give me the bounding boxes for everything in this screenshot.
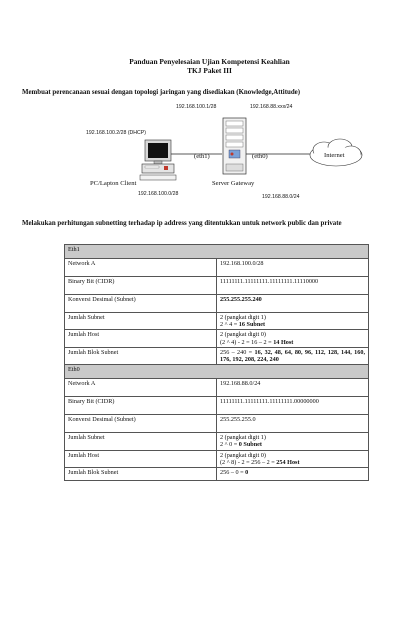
formula-result: 16, 32, 48, 64, 80, 96, 112, 128, 144, 160, 176, 192, 208, 224, 240 <box>220 348 365 364</box>
network-right: 192.168.88.0/24 <box>262 194 300 200</box>
row-label: Jumlah Host <box>65 330 217 347</box>
section-heading-topology: Membuat perencanaan sesuai dengan topologi jaringan yang disediakan (Knowledge,Attitude) <box>22 89 301 96</box>
ip-server-eth0: 192.168.88.xxx/24 <box>250 104 293 110</box>
row-label: Jumlah Blok Subnet <box>65 347 217 364</box>
label-internet: Internet <box>324 152 345 159</box>
formula-line <box>220 339 365 346</box>
formula-result: 16 Subnet <box>238 321 266 329</box>
formula-line: 2 (pangkat digit 0) <box>220 451 266 459</box>
table-row <box>65 259 369 277</box>
row-label: Binary Bit (CIDR) <box>65 277 217 295</box>
network-left: 192.168.100.0/28 <box>138 191 179 197</box>
ip-server-eth1: 192.168.100.1/28 <box>176 104 217 110</box>
table-row <box>65 415 369 433</box>
row-label: Jumlah Host <box>65 450 217 467</box>
row-value <box>217 330 369 347</box>
row-value: 255.255.255.0 <box>217 415 369 433</box>
label-server-gateway: Server Gateway <box>212 180 255 187</box>
formula-result: 254 Host <box>276 458 300 466</box>
row-label: Jumlah Subnet <box>65 313 217 330</box>
subnet-table <box>64 244 369 481</box>
table-row <box>65 277 369 295</box>
formula-line: 2 (pangkat digit 1) <box>220 434 266 442</box>
formula-line <box>220 459 365 466</box>
doc-title: Panduan Penyelesaian Ujian Kompetensi Keahlian <box>129 57 290 66</box>
row-value: 255.255.255.240 <box>217 295 369 313</box>
formula-text: (2 ^ 8) - 2 = 256 – 2 = <box>220 458 277 466</box>
table-section-eth0 <box>65 365 369 379</box>
table-row <box>65 468 369 481</box>
row-label: Binary Bit (CIDR) <box>65 397 217 415</box>
formula-text: 2 ^ 0 = <box>220 441 239 449</box>
formula-text: 256 – 240 = <box>220 348 255 356</box>
row-label: Network A <box>65 259 217 277</box>
formula-line <box>220 321 365 328</box>
row-value: 11111111.11111111.11111111.11110000 <box>217 277 369 295</box>
row-value <box>217 347 369 364</box>
formula-text: 256 – 0 = <box>220 469 246 477</box>
table-row <box>65 330 369 347</box>
formula-line: 2 (pangkat digit 0) <box>220 331 266 339</box>
row-value <box>217 450 369 467</box>
formula-line <box>220 441 365 448</box>
formula-result: 14 Host <box>273 338 294 346</box>
table-row <box>65 313 369 330</box>
doc-subtitle: TKJ Paket III <box>187 66 232 75</box>
network-diagram <box>0 98 419 210</box>
row-value: 192.168.88.0/24 <box>217 379 369 397</box>
table-row <box>65 397 369 415</box>
row-value <box>217 468 369 481</box>
table-row <box>65 379 369 397</box>
formula-text: (2 ^ 4) - 2 = 16 – 2 = <box>220 338 274 346</box>
label-pc-client: PC/Lapton Client <box>90 180 137 187</box>
table-row <box>65 433 369 450</box>
table-row <box>65 450 369 467</box>
row-value: 192.168.100.0/28 <box>217 259 369 277</box>
section-title-eth0: Eth0 <box>65 365 369 379</box>
formula-result: 0 Subnet <box>238 441 262 449</box>
table-row <box>65 295 369 313</box>
row-value <box>217 313 369 330</box>
row-label: Konversi Desimal (Subnet) <box>65 295 217 313</box>
table-section-eth1 <box>65 245 369 259</box>
formula-text: 2 ^ 4 = <box>220 321 239 329</box>
ip-client-dhcp: 192.168.100.2/28 (DHCP) <box>86 130 146 136</box>
row-label: Jumlah Subnet <box>65 433 217 450</box>
table-row <box>65 347 369 364</box>
row-label: Network A <box>65 379 217 397</box>
formula-line: 2 (pangkat digit 1) <box>220 314 266 321</box>
section-title-eth1: Eth1 <box>65 245 369 259</box>
server-icon <box>223 118 246 174</box>
label-eth0: (eth0) <box>252 153 268 160</box>
row-value: 11111111.11111111.11111111.00000000 <box>217 397 369 415</box>
section-heading-subnetting: Melakukan perhitungan subnetting terhadap ip address yang ditentukkan untuk network public dan private <box>22 220 342 227</box>
label-eth1: (eth1) <box>194 153 210 160</box>
row-value <box>217 433 369 450</box>
pc-client-icon <box>140 140 176 180</box>
row-label: Jumlah Blok Subnet <box>65 468 217 481</box>
row-label: Konversi Desimal (Subnet) <box>65 415 217 433</box>
formula-result: 0 <box>245 469 249 477</box>
